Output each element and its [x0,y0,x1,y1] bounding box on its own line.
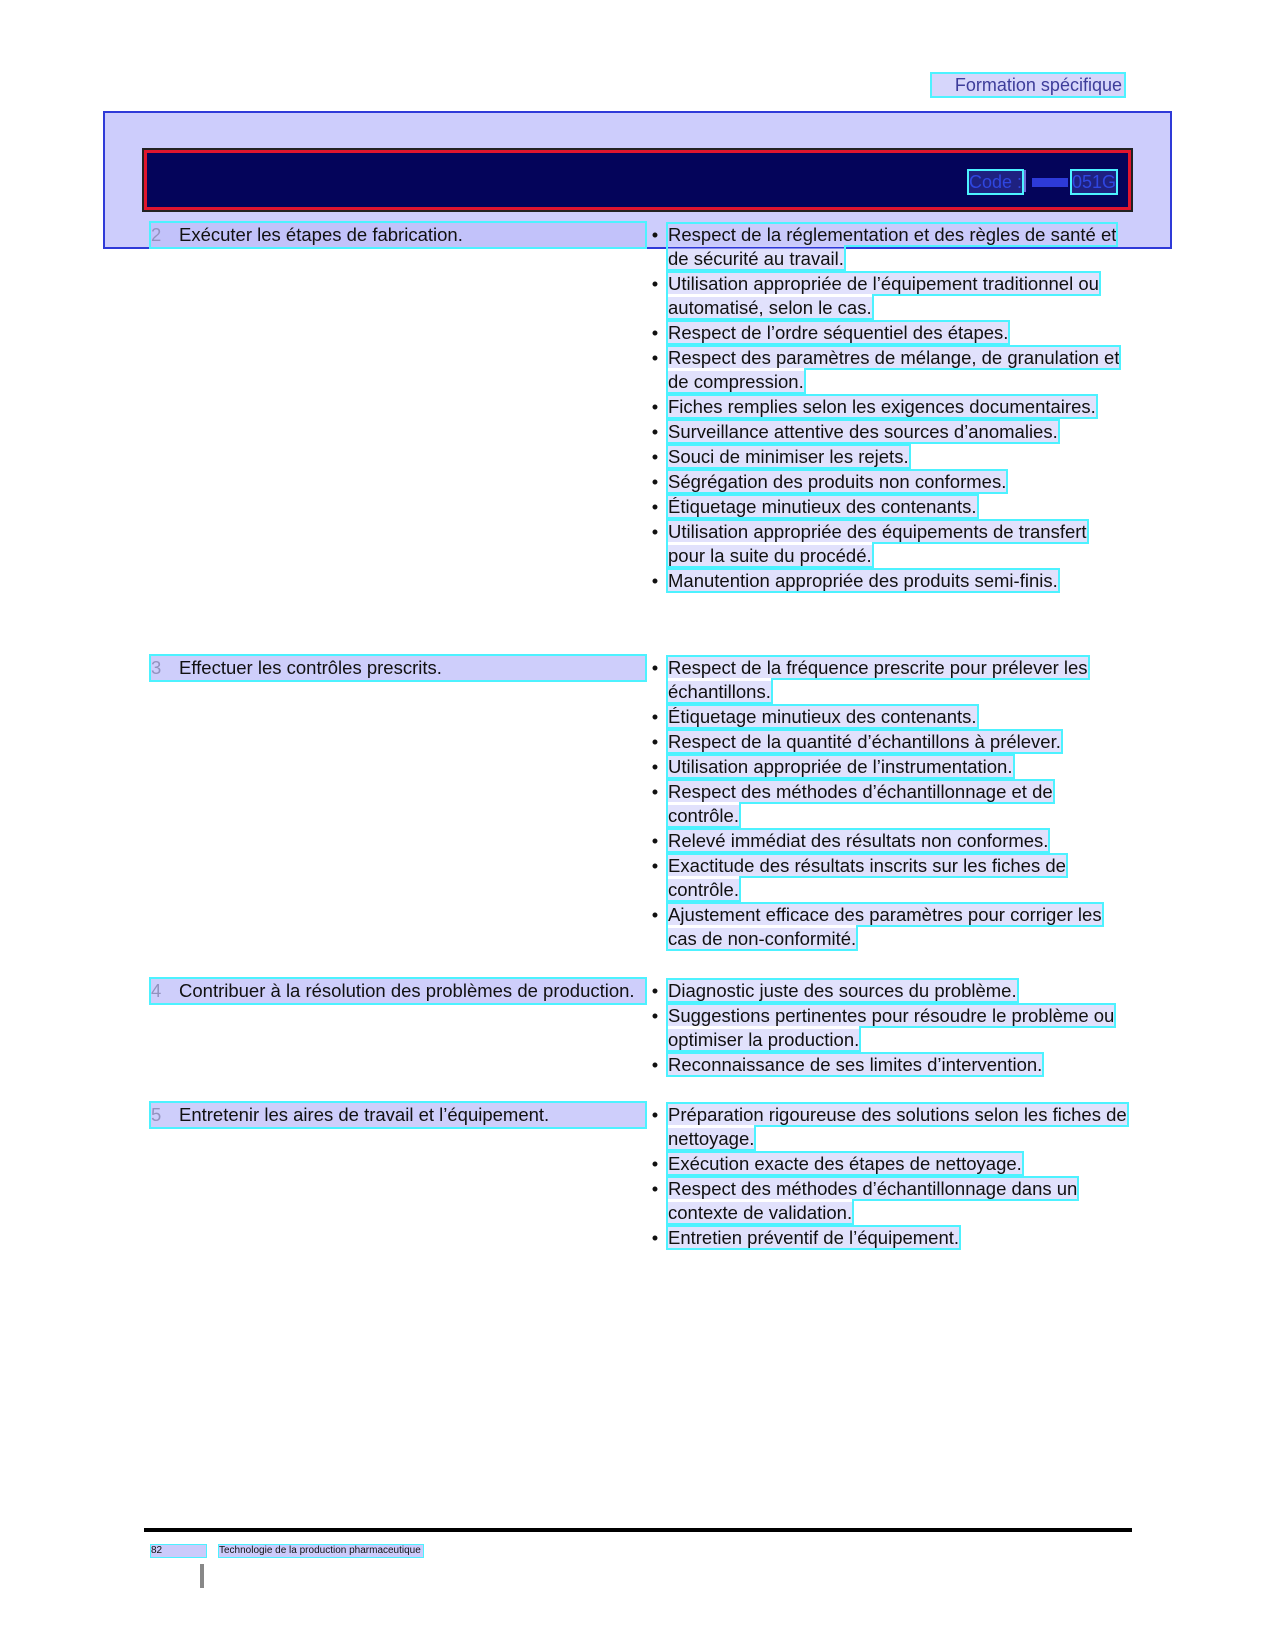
footer-document-title: Technologie de la production pharmaceutique [219,1545,421,1556]
bullet-icon: • [651,980,659,1001]
criterion-text: Souci de minimiser les rejets. [668,446,909,467]
code-label: Code : [969,172,1023,192]
criterion-text: Étiquetage minutieux des contenants. [668,496,977,517]
bullet-icon: • [651,756,659,777]
criterion-text: Manutention appropriée des produits semi-finis. [668,570,1058,591]
criterion-text: Utilisation appropriée des équipements de transfert pour la suite du procédé. [668,521,1087,566]
criterion-text: Respect de la fréquence prescrite pour prélever les échantillons. [668,657,1088,702]
step-label [151,656,645,680]
criterion-text: Ajustement efficace des paramètres pour corriger les cas de non-conformité. [668,904,1102,949]
bullet-icon: • [651,1104,659,1125]
criterion-text: Exécution exacte des étapes de nettoyage. [668,1153,1022,1174]
criterion-item [648,272,1128,320]
bullet-icon: • [651,1178,659,1199]
bullet-icon: • [651,731,659,752]
bullet-icon: • [651,471,659,492]
bullet-icon: • [651,904,659,925]
footer-rule [144,1528,1132,1532]
bullet-icon: • [651,1005,659,1026]
step-label-text: Effectuer les contrôles prescrits. [179,657,442,678]
criterion-text: Respect de l’ordre séquentiel des étapes. [668,322,1009,343]
footer-marker [200,1564,204,1588]
criterion-item [648,420,1128,444]
criterion-text: Fiches remplies selon les exigences documentaires. [668,396,1096,417]
criterion-item [648,755,1128,779]
criterion-text: Respect des méthodes d’échantillonnage et de contrôle. [668,781,1053,826]
code-value: 051G [1072,172,1117,192]
criterion-item [648,1103,1128,1151]
criterion-item [648,979,1128,1003]
bullet-icon: • [651,657,659,678]
criterion-text: Exactitude des résultats inscrits sur les fiches de contrôle. [668,855,1066,900]
criterion-item [648,346,1128,394]
criterion-item [648,1177,1128,1225]
criterion-text: Relevé immédiat des résultats non conformes. [668,830,1049,851]
criterion-text: Étiquetage minutieux des contenants. [668,706,977,727]
criterion-text: Ségrégation des produits non conformes. [668,471,1007,492]
bullet-icon: • [651,446,659,467]
criterion-text: Respect des méthodes d’échantillonnage dans un contexte de validation. [668,1178,1078,1223]
criterion-item [648,445,1128,469]
bullet-icon: • [651,396,659,417]
criterion-item [648,730,1128,754]
bullet-icon: • [651,570,659,591]
bullet-icon: • [651,496,659,517]
footer-page-number: 82 [151,1545,206,1557]
bullet-icon: • [651,521,659,542]
criterion-item [648,1152,1128,1176]
criteria-list [648,979,1128,1078]
criterion-item [648,903,1128,951]
criterion-text: Suggestions pertinentes pour résoudre le problème ou optimiser la production. [668,1005,1115,1050]
bullet-icon: • [651,347,659,368]
criterion-item [648,1004,1128,1052]
criteria-list [648,1103,1128,1251]
bullet-icon: • [651,706,659,727]
step-label-text: Contribuer à la résolution des problèmes de production. [179,980,635,1001]
criterion-text: Reconnaissance de ses limites d’intervention. [668,1054,1043,1075]
step-label-text: Entretenir les aires de travail et l’équipement. [179,1104,550,1125]
criterion-text: Respect de la quantité d’échantillons à prélever. [668,731,1061,752]
criterion-text: Diagnostic juste des sources du problème. [668,980,1017,1001]
bullet-icon: • [651,1153,659,1174]
criterion-item [648,495,1128,519]
criterion-text: Utilisation appropriée de l’équipement traditionnel ou automatisé, selon le cas. [668,273,1099,318]
step-label-text: Exécuter les étapes de fabrication. [179,224,463,245]
criterion-item [648,520,1128,568]
criterion-item [648,321,1128,345]
bullet-icon: • [651,1054,659,1075]
criterion-item [648,705,1128,729]
bullet-icon: • [651,224,659,245]
bullet-icon: • [651,855,659,876]
criterion-text: Respect des paramètres de mélange, de granulation et de compression. [668,347,1120,392]
criterion-item [648,395,1128,419]
bullet-icon: • [651,322,659,343]
criterion-item [648,223,1128,271]
criteria-list [648,656,1128,952]
criterion-text: Respect de la réglementation et des règles de santé et de sécurité au travail. [668,224,1117,269]
criterion-text: Préparation rigoureuse des solutions selon les fiches de nettoyage. [668,1104,1127,1149]
bullet-icon: • [651,1227,659,1248]
criterion-item [648,470,1128,494]
criterion-item [648,656,1128,704]
step-label [151,979,645,1003]
section-header-label: Formation spécifique [932,74,1124,96]
criterion-item [648,569,1128,593]
bullet-icon: • [651,830,659,851]
step-label [151,223,645,247]
criterion-item [648,780,1128,828]
code-marker [1032,178,1068,187]
criterion-text: Entretien préventif de l’équipement. [668,1227,960,1248]
bullet-icon: • [651,273,659,294]
code-separator [1024,170,1026,192]
criterion-text: Surveillance attentive des sources d’anomalies. [668,421,1058,442]
criterion-item [648,1053,1128,1077]
step-label [151,1103,645,1127]
criterion-text: Utilisation appropriée de l’instrumentation. [668,756,1013,777]
bullet-icon: • [651,421,659,442]
bullet-icon: • [651,781,659,802]
criterion-item [648,1226,1128,1250]
criterion-item [648,854,1128,902]
criterion-item [648,829,1128,853]
criteria-list [648,223,1128,594]
